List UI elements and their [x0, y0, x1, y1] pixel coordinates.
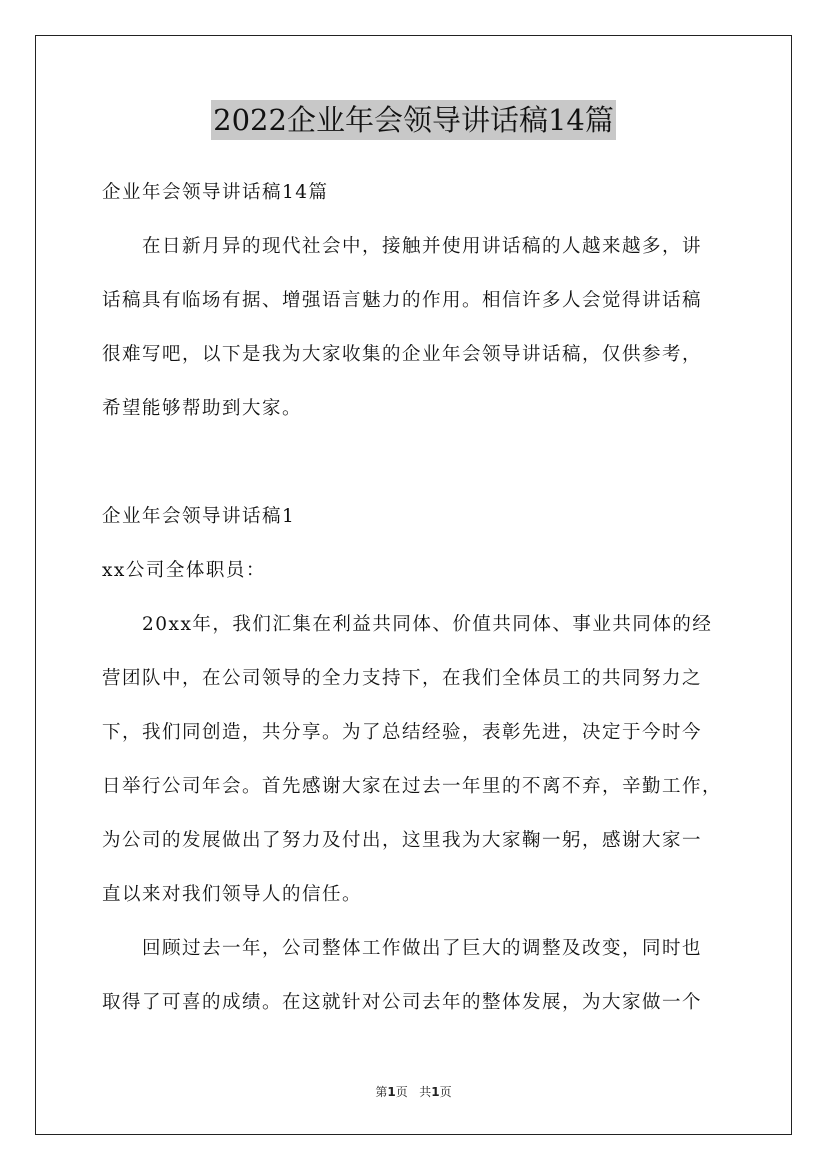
intro-line: 话稿具有临场有据、增强语言魅力的作用。相信许多人会觉得讲话稿: [102, 290, 703, 311]
paragraph-line: 回顾过去一年，公司整体工作做出了巨大的调整及改变，同时也: [142, 938, 703, 959]
footer-total-pages: 1: [431, 1085, 440, 1099]
paragraph-line: 20xx年，我们汇集在利益共同体、价值共同体、事业共同体的经: [142, 614, 713, 635]
paragraph-line: 直以来对我们领导人的信任。: [102, 884, 363, 905]
footer-total-prefix: 共: [419, 1085, 432, 1099]
paragraph-line: 下，我们同创造，共分享。为了总结经验，表彰先进，决定于今时今: [102, 722, 703, 743]
footer-page-number: 1: [387, 1085, 396, 1099]
intro-line: 希望能够帮助到大家。: [102, 398, 303, 419]
subtitle: 企业年会领导讲话稿14篇: [102, 182, 329, 203]
section-heading: 企业年会领导讲话稿1: [102, 506, 296, 527]
title-container: [0, 100, 827, 140]
paragraph-line: 营团队中，在公司领导的全力支持下，在我们全体员工的共同努力之: [102, 668, 703, 689]
salutation: xx公司全体职员：: [102, 560, 266, 581]
blank-line: [102, 436, 732, 490]
footer-total-suffix: 页: [439, 1085, 452, 1099]
paragraph-line: 日举行公司年会。首先感谢大家在过去一年里的不离不弃，辛勤工作，: [102, 776, 723, 797]
page-footer: [0, 1083, 827, 1100]
paragraph-line: 为公司的发展做出了努力及付出，这里我为大家鞠一躬，感谢大家一: [102, 830, 703, 851]
document-body: [102, 166, 732, 1030]
intro-line: 很难写吧，以下是我为大家收集的企业年会领导讲话稿，仅供参考，: [102, 344, 703, 365]
document-title: 2022企业年会领导讲话稿14篇: [211, 100, 616, 140]
intro-line: 在日新月异的现代社会中，接触并使用讲话稿的人越来越多，讲: [142, 236, 703, 257]
footer-page-suffix: 页: [395, 1085, 408, 1099]
footer-prefix: 第: [375, 1085, 388, 1099]
paragraph-line: 取得了可喜的成绩。在这就针对公司去年的整体发展，为大家做一个: [102, 992, 703, 1013]
